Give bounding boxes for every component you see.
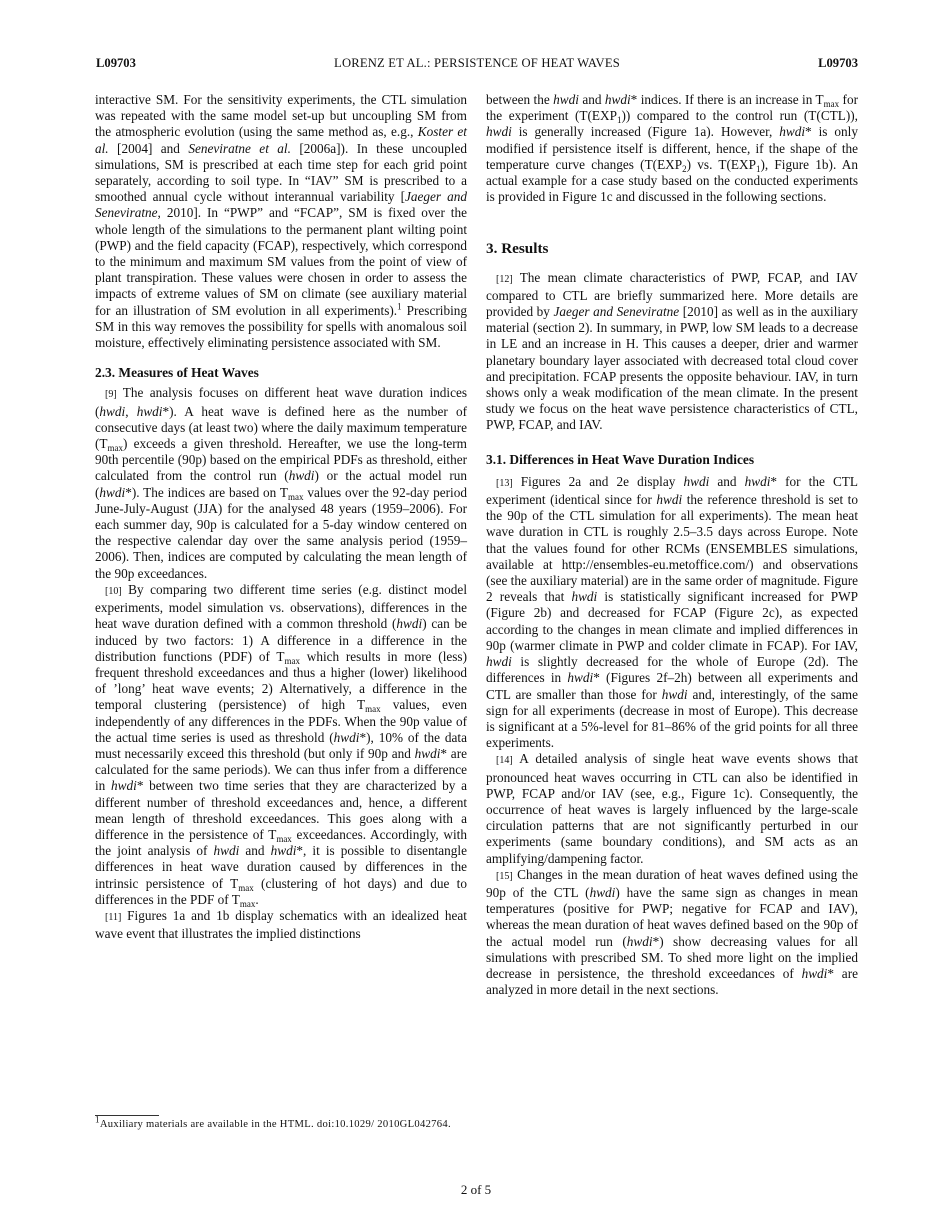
section-heading-2-3: 2.3. Measures of Heat Waves — [95, 365, 259, 381]
paragraph-14: [14] A detailed analysis of single heat wave events shows that pronounced heat waves occurring in CTL can also be identified in PWP, FCAP and/or IAV (see, e.g., Figure 1c). Consequently, the occurrence of heat waves is largely influenced by the large-scale circulation patterns that are not significantly perturbed in our experiments (same boundary conditions), and SM acts as an amplifying/dampening factor. — [486, 751, 858, 866]
page-number: 2 of 5 — [460, 1182, 492, 1197]
running-title: LORENZ ET AL.: PERSISTENCE OF HEAT WAVES — [334, 56, 620, 70]
paragraph-intro: interactive SM. For the sensitivity experiments, the CTL simulation was repeated with the same model set-up but uncoupling SM from the atmospheric evolution (using the same method as, e.g., Koster et al. [2004] and Seneviratne et al. [2006a]). In these uncoupled simulations, SM is prescribed at each time step for each grid point separately, according to soil type. In “IAV” SM is prescribed to a smoothed annual cycle without interannual variability [Jaeger and Seneviratne, 2010]. In “PWP” and “FCAP”, SM is fixed over the whole length of the simulations to the permanent plant wilting point (PWP) and the field capacity (FCAP), respectively, which correspond to the minimum and maximum SM values from the point of view of plant transpiration. These values were chosen in order to assess the impacts of extreme values of SM on climate (see auxiliary material for an illustration of SM evolution in all experiments).$^1$ Prescribing SM in this way removes the possibility for spells with anomalous soil moisture, effectively eliminating persistence associated with SM. — [95, 92, 467, 351]
section-heading-3: 3. Results — [486, 240, 549, 258]
paragraph-13: [13] Figures 2a and 2e display hwdi and hwdi* for the CTL experiment (identical since for hwdi the reference threshold is set to the 90p of the CTL simulation for all experiments). The mean heat wave duration in CTL is roughly 2.5–3.5 days across Europe. Note that the values found for other RCMs (ENSEMBLES simulations, available at http://ensembles-eu.metoffice.com/) and observations (see the auxiliary material) are in the same order of magnitude. Figure 2 reveals that hwdi is statistically significant increased for PWP (Figure 2b) and decreased for FCAP (Figure 2c), as expected according to the changes in mean climate and implied differences in 90p (warmer climate in PWP and colder climate in FCAP). For IAV, hwdi is slightly decreased for the whole of Europe (2d). The differences in hwdi* (Figures 2f–2h) between all experiments and CTL are smaller than those for hwdi and, interestingly, of the same sign for all experiments (decrease in most of Europe). This decrease is significant at a 5%-level for 81–86% of the grid points for all three experiments. — [486, 473, 859, 751]
footnote: $^1$Auxiliary materials are available in the HTML. doi:10.1029/ 2010GL042764. — [95, 1114, 451, 1130]
left-column — [95, 92, 467, 942]
paragraph-10: [10] By comparing two different time series (e.g. distinct model experiments, model simulation vs. observations), differences in the heat wave duration defined with a common threshold (hwdi) can be induced by two factors: 1) A difference in a difference in the distribution functions (PDF) of $T_{max}$ which results in more (less) frequent threshold exceedances and thus a higher (lower) likelihood of ’long’ heat wave events; 2) Alternatively, a difference in the temporal clustering (persistence) of high $T_{max}$ values, even independently of any differences in the PDFs. When the 90p value of the actual time series is used as threshold (hwdi*), 10% of the data must necessarily exceed this threshold (but only if 90p and hwdi* are calculated for the same periods). We can thus infer from a difference in hwdi* between two time series that they are characterized by a different number of threshold exceedances and, hence, a different mean length of threshold exceedances. This goes along with a difference in the persistence of $T_{max}$ exceedances. Accordingly, with the joint analysis of hwdi and hwdi*, it is possible to disentangle differences in heat wave duration caused by differences in the intrinsic persistence of $T_{max}$ (clustering of hot days) and due to differences in the PDF of $T_{max}$. — [95, 581, 467, 909]
article-id-right: L09703 — [818, 56, 858, 70]
paragraph-9: [9] The analysis focuses on different heat wave duration indices (hwdi, hwdi*). A heat wave is defined here as the number of consecutive days (at least two) where the daily maximum temperature $(T_{max})$ exceeds a given threshold. Hereafter, we use the long-term 90th percentile (90p) based on the empirical PDFs as threshold, either calculated from the control run (hwdi) or the actual model run (hwdi*). The indices are based on $T_{max}$ values over the 92-day period June-July-August (JJA) for the analysed 48 years (1959–2006). For each summer day, 90p is calculated for a 5-day window centered on the respective calendar day over the same analysis period (1959–2006). Then, indices are computed by calculating the mean length of the 90p exceedances. — [95, 385, 468, 581]
paragraph-11-continued: between the hwdi and hwdi* indices. If there is an increase in $T_{max}$ for the experiment $(T(EXP_1))$ compared to the control run (T(CTL)), hwdi is generally increased (Figure 1a). However, hwdi* is only modified if persistence itself is different, hence, if the shape of the temperature curve changes ($T(EXP_2)$ vs. $T(EXP_1)$, Figure 1b). An actual example for a case study based on the conducted experiments is provided in Figure 1c and discussed in the following sections. — [486, 92, 858, 205]
paragraph-11: [11] Figures 1a and 1b display schematics with an idealized heat wave event that illustrates the implied distinctions — [95, 907, 467, 942]
footnote-divider — [95, 1115, 159, 1116]
paragraph-12: [12] The mean climate characteristics of PWP, FCAP, and IAV compared to CTL are briefly summarized here. More details are provided by Jaeger and Seneviratne [2010] as well as in the auxiliary material (section 2). In summary, in PWP, low SM leads to a decrease in LE and an increase in H. This causes a deeper, drier and warmer planetary boundary layer associated with decreased total cloud cover and precipitation. FCAP presents the opposite behaviour. IAV, in turn shows only a weak modification of the mean climate. In the present study we focus on the heat wave persistence characteristics of CTL, PWP, FCAP, and IAV. — [486, 269, 858, 433]
running-header — [96, 56, 858, 74]
section-heading-3-1: 3.1. Differences in Heat Wave Duration Indices — [486, 451, 755, 467]
right-column — [486, 92, 858, 998]
paragraph-15: [15] Changes in the mean duration of heat waves defined using the 90p of the CTL (hwdi) have the same sign as changes in mean temperatures (positive for PWP; negative for FCAP and IAV), whereas the mean duration of heat waves defined based on the 90p of the actual model run (hwdi*) show decreasing values for all simulations with prescribed SM. To shed more light on the implied decrease in persistence, the threshold exceedances of hwdi* are analyzed in more detail in the next sections. — [486, 866, 858, 998]
article-id-left: L09703 — [96, 56, 136, 70]
